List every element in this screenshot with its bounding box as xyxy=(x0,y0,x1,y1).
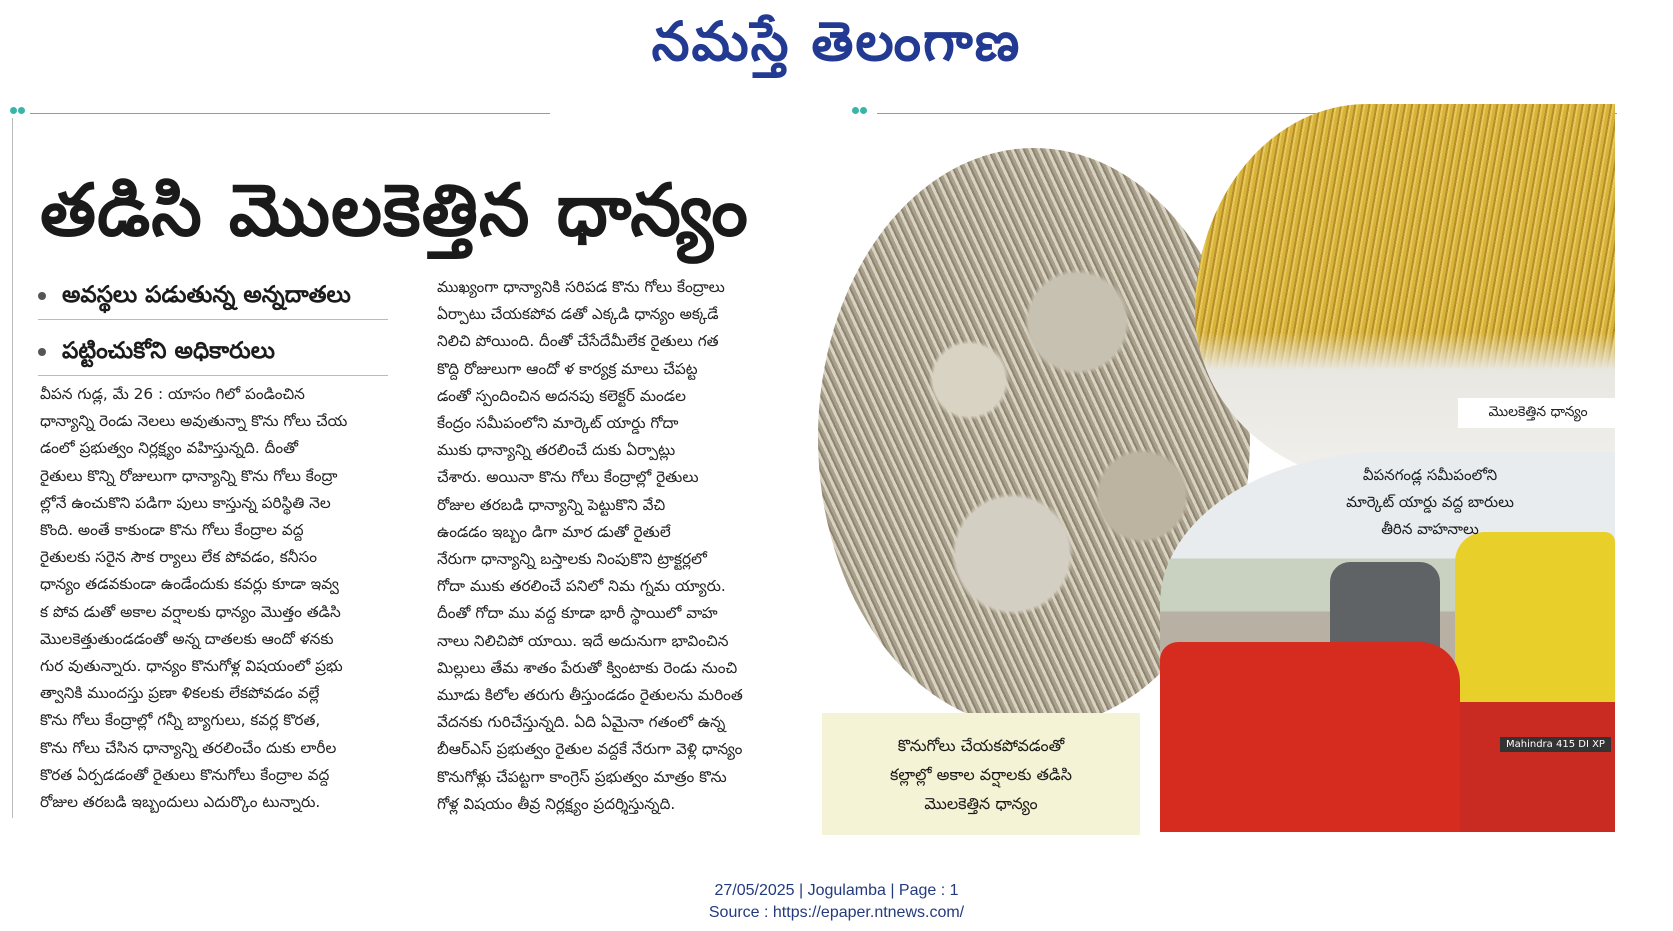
caption-line: వీపనగండ్ల సమీపంలోని xyxy=(1362,466,1498,484)
article-line: ముఖ్యంగా ధాన్యానికి సరిపడ కొను గోలు కేంద్రాలు xyxy=(437,278,725,296)
article-line: క పోవ డుతో అకాల వర్షాలకు ధాన్యం మొత్తం తడిసి xyxy=(40,602,341,621)
photo-caption-top: మొలకెత్తిన ధాన్యం xyxy=(1458,398,1618,428)
article-line: వీపన గుడ్ల, మే 26 : యాసం గిలో పండించిన xyxy=(40,385,305,403)
article-line: మొలకెత్తుతుండడంతో అన్న దాతలకు ఆందో ళనకు xyxy=(40,629,334,648)
article-column-2 xyxy=(437,274,743,818)
article-line: రైతులు కొన్ని రోజులుగా ధాన్యాన్ని కొను గోలు కేంద్రా xyxy=(40,466,338,485)
article-line: ఏర్పాటు చేయకపోవ డతో ఎక్కడి ధాన్యం అక్కడే xyxy=(437,305,719,324)
footer-date-edition: 27/05/2025 | Jogulamba | Page : 1 xyxy=(714,882,959,899)
article-line: కేంద్రం సమీపంలోని మార్కెట్ యార్డు గోదా xyxy=(437,414,679,433)
article-line: కొంది. అంతే కాకుండా కొను గోలు కేంద్రాల వద్ద xyxy=(40,521,304,540)
quote-icon xyxy=(852,104,868,120)
article-line: బీఆర్ఎస్ ప్రభుత్వం రైతుల వద్దకే నేరుగా వెళ్లి ధాన్యం xyxy=(437,740,743,759)
caption-line: మొలకెత్తిన ధాన్యం xyxy=(924,793,1038,813)
photo-caption-bottom xyxy=(1295,462,1565,543)
article-line: చేశారు. అయినా కొను గోలు కేంద్రాల్లో రైతులు xyxy=(437,468,699,487)
bullet-point xyxy=(38,282,388,320)
tractor-badge: Mahindra 415 DI XP xyxy=(1500,737,1611,752)
article-line: ధాన్యం తడవకుండా ఉండేందుకు కవర్లు కూడా ఇవ్వ xyxy=(40,575,339,594)
article-line: రోజుల తరబడి ధాన్యాన్ని పెట్టుకొని వేచి xyxy=(437,495,666,514)
article-line: రోజుల తరబడి ఇబ్బందులు ఎదుర్కొం టున్నారు. xyxy=(40,793,321,812)
photo-caption-yellow xyxy=(822,713,1140,835)
article-line: త్వానికి ముందస్తు ప్రణా ళికలకు లేకపోవడం వల్లే xyxy=(40,684,320,703)
article-line: గోదా ముకు తరలించే పనిలో నిమ గ్నమ య్యారు. xyxy=(437,577,726,596)
bullet-point xyxy=(38,338,388,376)
bullet-text: పట్టించుకోని అధికారులు xyxy=(62,338,275,364)
red-tractor xyxy=(1160,642,1460,832)
article-line: కొను గోలు కేంద్రాల్లో గన్నీ బ్యాగులు, కవర్ల కొరత, xyxy=(40,711,321,730)
article-line: వేదనకు గురిచేస్తున్నది. ఏది ఏమైనా గతంలో ఉన్న xyxy=(437,713,726,732)
article-line: నిలిచి పోయింది. దీంతో చేసేదేమీలేక రైతులు గత xyxy=(437,332,719,351)
red-tractor-front xyxy=(1460,702,1615,832)
tarp-covered-truck xyxy=(1455,532,1615,712)
article-line: ఉండడం ఇబ్బం డిగా మార డుతో రైతులే xyxy=(437,522,671,541)
bullet-icon xyxy=(38,348,46,356)
article-line: దీంతో గోదా ము వద్ద కూడా భారీ స్థాయిలో వాహ xyxy=(437,604,718,623)
article-line: డంలో ప్రభుత్వం నిర్లక్ష్యం వహిస్తున్నది. దీంతో xyxy=(40,439,299,458)
caption-line: తీరిన వాహనాలు xyxy=(1381,520,1479,538)
article-line: కొను గోలు చేసిన ధాన్యాన్ని తరలించేం దుకు లారీల xyxy=(40,738,337,757)
masthead-logo: నమస్తే తెలంగాణ xyxy=(651,10,1022,73)
article-line: కొద్ది రోజులుగా ఆందో ళ కార్యక్ర మాలు చేపట్ట xyxy=(437,359,698,378)
article-line: గుర వుతున్నారు. ధాన్యం కొనుగోళ్ల విషయంలో ప్రభు xyxy=(40,657,343,676)
left-border xyxy=(12,118,13,818)
article-line: మూడు కిలోల తరుగు తీస్తుండడం రైతులను మరింత xyxy=(437,686,743,705)
article-line: నేరుగా ధాన్యాన్ని బస్తాలకు నింపుకొని ట్రాక్టర్లలో xyxy=(437,550,707,569)
footer-source[interactable]: Source : https://epaper.ntnews.com/ xyxy=(708,904,965,921)
headline: తడిసి మొలకెత్తిన ధాన్యం xyxy=(40,168,749,252)
article-column-1 xyxy=(40,381,347,816)
article-line: నాలు నిలిచిపో యాయి. ఇదే అదునుగా భావించిన xyxy=(437,631,729,650)
article-line: ధాన్యాన్ని రెండు నెలలు అవుతున్నా కొను గోలు చేయ xyxy=(40,412,348,431)
caption-line: కల్లాల్లో అకాల వర్షాలకు తడిసి xyxy=(890,764,1072,784)
article-line: ల్లోనే ఉంచుకొని పడిగా పులు కాస్తున్న పరిస్థితి నెల xyxy=(40,493,331,512)
bullet-text: అవస్థలు పడుతున్న అన్నదాతలు xyxy=(62,282,351,308)
bullet-icon xyxy=(38,292,46,300)
top-rule-left xyxy=(30,113,550,114)
article-line: గోళ్ల విషయం తీవ్ర నిర్లక్ష్యం ప్రదర్శిస్తున్నది. xyxy=(437,794,676,813)
article-line: మిల్లులు తేమ శాతం పేరుతో క్వింటాకు రెండు నుంచి xyxy=(437,658,738,677)
article-line: కొనుగోళ్లు చేపట్టగా కాంగ్రెస్ ప్రభుత్వం మాత్రం కొను xyxy=(437,767,727,786)
caption-line: కొనుగోలు చేయకపోవడంతో xyxy=(897,735,1065,755)
article-line: డంతో స్పందించిన అదనపు కలెక్టర్ మండల xyxy=(437,386,686,405)
article-line: రైతులకు సరైన సౌక ర్యాలు లేక పోవడం, కనీసం xyxy=(40,548,317,567)
article-line: కొరత ఏర్పడడంతో రైతులు కొనుగోలు కేంద్రాల వద్ద xyxy=(40,765,330,784)
article-line: ముకు ధాన్యాన్ని తరలించే దుకు ఏర్పాట్లు xyxy=(437,441,676,460)
caption-line: మార్కెట్ యార్డు వద్ద బారులు xyxy=(1346,493,1514,511)
